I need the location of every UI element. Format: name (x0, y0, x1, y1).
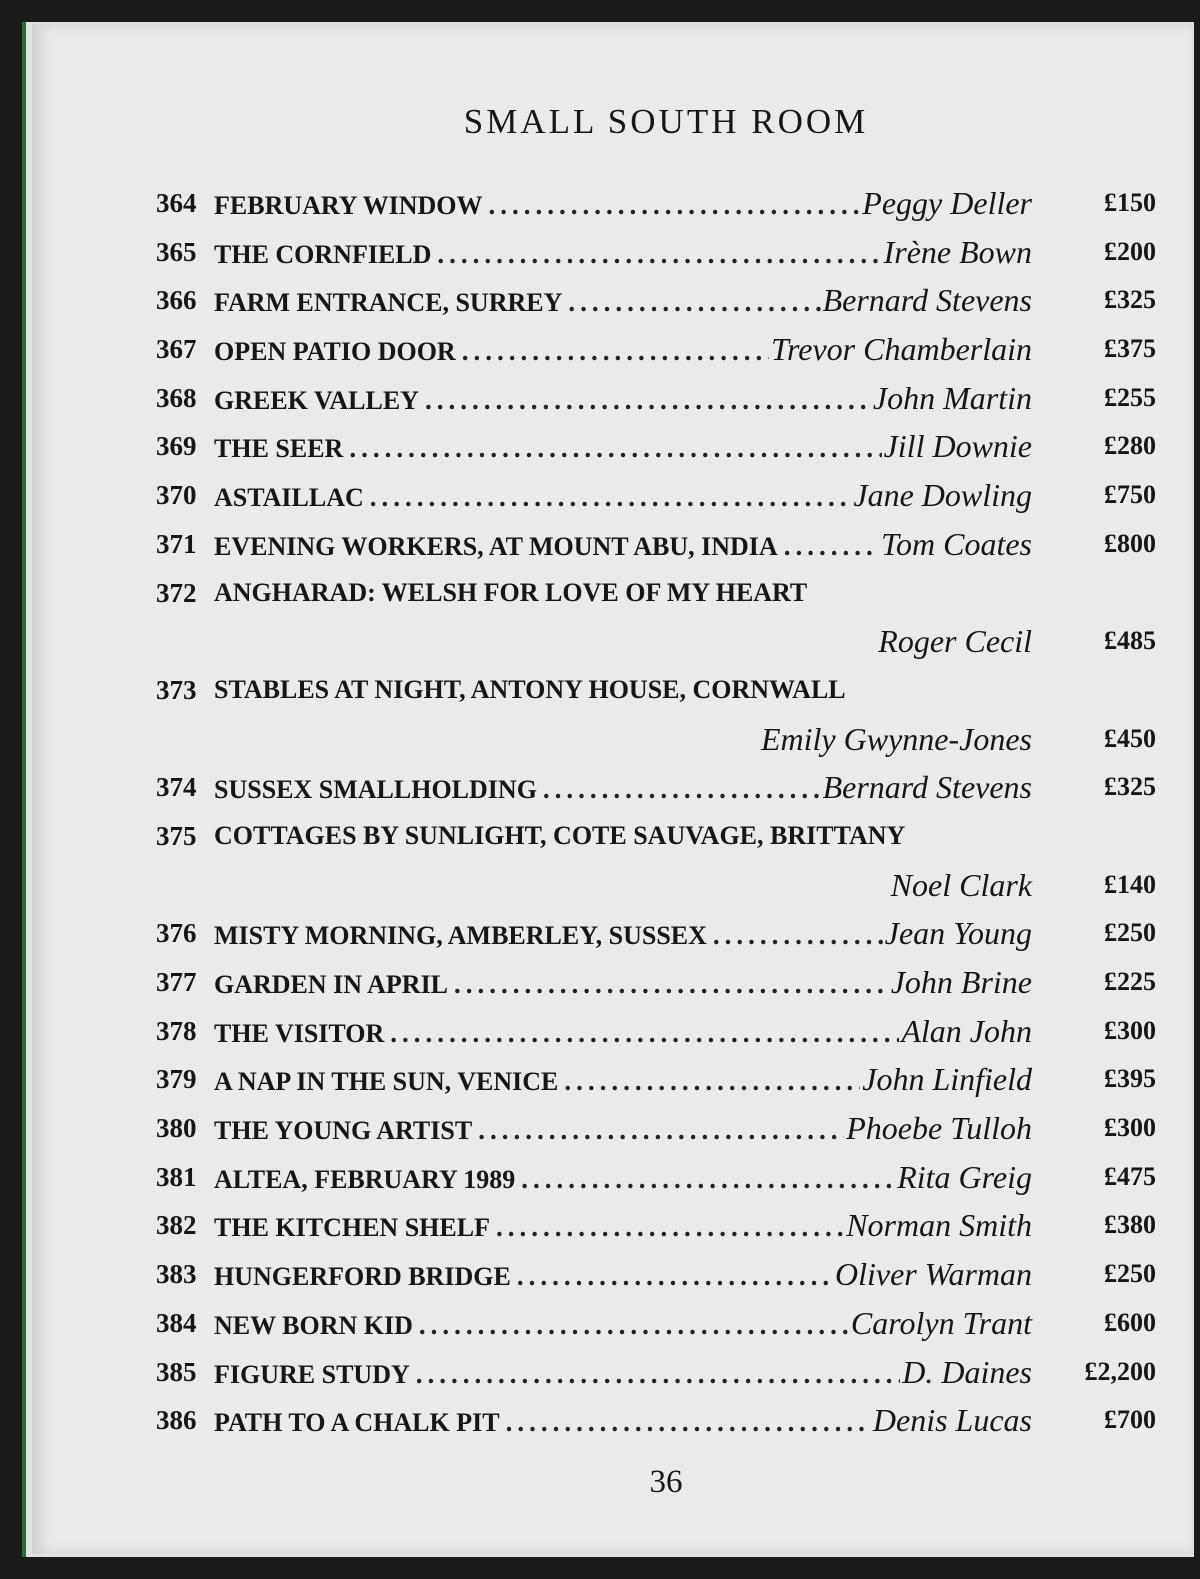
leader-dots (364, 473, 852, 520)
entry-price: £255 (1104, 382, 1156, 412)
entry-artist: Tom Coates (881, 525, 1032, 562)
entry-number: 367 (156, 334, 197, 365)
entry-artist: Bernard Stevens (822, 769, 1032, 806)
entry-price: £250 (1104, 1259, 1156, 1289)
leader-dots (511, 1252, 833, 1299)
entry-title: FIGURE STUDY (214, 1359, 410, 1389)
entry-price: £325 (1104, 772, 1156, 802)
entry-artist: Oliver Warman (834, 1256, 1032, 1293)
leader-dots (515, 1155, 895, 1202)
leader-dots (384, 1009, 899, 1056)
entry-title: THE CORNFIELD (214, 239, 432, 269)
entry-price: £450 (1104, 723, 1156, 753)
entry-artist: Jane Dowling (853, 477, 1032, 514)
entry-price: £475 (1104, 1161, 1156, 1191)
leader-dots (472, 1106, 844, 1153)
entry-number: 384 (156, 1307, 197, 1338)
leader-dots (562, 278, 820, 325)
entry-artist: Carolyn Trant (850, 1304, 1032, 1341)
entry-title: GREEK VALLEY (214, 385, 419, 415)
entry-number: 377 (156, 967, 197, 997)
entry-artist: Noel Clark (890, 866, 1032, 903)
list-item (156, 374, 1156, 423)
catalogue-page (32, 24, 1192, 1554)
entry-title: THE YOUNG ARTIST (214, 1116, 473, 1146)
leader-dots (456, 327, 769, 374)
entry-artist: Phoebe Tulloh (846, 1110, 1032, 1147)
entry-artist: John Linfield (862, 1061, 1032, 1098)
entry-artist: Peggy Deller (862, 185, 1032, 221)
list-item (156, 763, 1156, 812)
list-item (156, 1201, 1156, 1250)
entry-number: 364 (156, 188, 197, 218)
entry-price: £150 (1104, 188, 1156, 217)
entry-title: THE VISITOR (214, 1018, 385, 1048)
entry-price: £750 (1104, 480, 1156, 510)
entry-title: PATH TO A CHALK PIT (214, 1408, 500, 1438)
list-item (156, 520, 1156, 569)
list-item (156, 958, 1156, 1007)
leader-dots (410, 1350, 900, 1397)
entry-price: £600 (1104, 1307, 1156, 1337)
entry-title: THE SEER (214, 434, 344, 464)
list-item (156, 422, 1156, 471)
entry-number: 371 (156, 528, 197, 559)
entry-price: £325 (1104, 285, 1156, 315)
list-item (156, 812, 1156, 861)
entry-price: £2,200 (1084, 1356, 1156, 1386)
entry-price: £395 (1104, 1064, 1156, 1094)
entry-title: A NAP IN THE SUN, VENICE (214, 1067, 559, 1097)
leader-dots (343, 424, 881, 471)
entry-artist: John Brine (890, 964, 1032, 1000)
leader-dots (707, 911, 883, 958)
list-item (156, 1299, 1156, 1348)
list-item (156, 1396, 1156, 1445)
entry-number: 366 (156, 285, 197, 316)
entry-title: OPEN PATIO DOOR (214, 337, 456, 367)
list-item (156, 1250, 1156, 1299)
entry-price: £225 (1104, 967, 1156, 996)
entry-price: £300 (1104, 1113, 1156, 1143)
entry-title: EVENING WORKERS, AT MOUNT ABU, INDIA (214, 531, 778, 561)
entry-number: 379 (156, 1064, 197, 1095)
entry-number: 375 (156, 820, 197, 851)
leader-dots (558, 1057, 860, 1104)
entry-number: 368 (156, 382, 197, 413)
entry-number: 385 (156, 1356, 197, 1387)
list-item (156, 325, 1156, 374)
list-item (156, 471, 1156, 520)
entry-artist: Alan John (901, 1012, 1032, 1049)
list-item (156, 569, 1156, 618)
leader-dots (483, 181, 861, 228)
entry-title: ASTAILLAC (214, 483, 364, 513)
entry-number: 365 (156, 236, 197, 267)
entry-price: £700 (1104, 1405, 1156, 1435)
leader-dots (537, 765, 821, 812)
entry-price: £280 (1104, 431, 1156, 461)
entry-artist: Emily Gwynne-Jones (760, 720, 1032, 757)
entry-price: £375 (1104, 334, 1156, 364)
entry-artist: Trevor Chamberlain (770, 331, 1032, 368)
entry-number: 369 (156, 431, 197, 462)
entry-artist: John Martin (872, 379, 1032, 416)
entry-price: £800 (1104, 528, 1156, 558)
list-item (156, 1104, 1156, 1153)
entry-number: 376 (156, 918, 197, 949)
entry-number: 370 (156, 480, 197, 511)
list-item (156, 666, 1156, 715)
entry-artist: Irène Bown (883, 233, 1032, 270)
entry-title: COTTAGES BY SUNLIGHT, COTE SAUVAGE, BRITTANY (214, 820, 906, 850)
list-item (156, 1153, 1156, 1202)
entry-artist: Bernard Stevens (822, 282, 1032, 319)
entry-price: £140 (1104, 869, 1156, 899)
list-item-continuation (156, 861, 1156, 910)
list-item (156, 1007, 1156, 1056)
entry-title: FEBRUARY WINDOW (214, 191, 483, 220)
entry-number: 380 (156, 1113, 197, 1144)
leader-dots (778, 522, 879, 569)
entry-price: £485 (1104, 626, 1156, 656)
leader-dots (500, 1398, 871, 1445)
entry-title: ALTEA, FEBRUARY 1989 (214, 1164, 516, 1194)
entry-artist: Roger Cecil (878, 623, 1032, 660)
list-item-continuation (156, 617, 1156, 666)
entry-price: £250 (1104, 918, 1156, 948)
entry-number: 378 (156, 1015, 197, 1046)
entry-title: GARDEN IN APRIL (214, 970, 449, 999)
entry-price: £380 (1104, 1210, 1156, 1240)
entry-artist: Rita Greig (897, 1158, 1032, 1195)
list-item (156, 909, 1156, 958)
list-item (156, 276, 1156, 325)
entry-number: 373 (156, 674, 197, 705)
entry-artist: Jean Young (884, 915, 1032, 952)
entry-artist: Jill Downie (883, 428, 1032, 465)
entry-price: £200 (1104, 236, 1156, 266)
list-item-continuation (156, 715, 1156, 764)
entry-title: ANGHARAD: WELSH FOR LOVE OF MY HEART (214, 577, 808, 607)
entry-number: 386 (156, 1405, 197, 1436)
entry-title: NEW BORN KID (214, 1310, 413, 1340)
entry-title: HUNGERFORD BRIDGE (214, 1262, 511, 1292)
leader-dots (490, 1203, 844, 1250)
entry-number: 372 (156, 577, 197, 608)
entry-title: MISTY MORNING, AMBERLEY, SUSSEX (214, 921, 707, 951)
entry-title: STABLES AT NIGHT, ANTONY HOUSE, CORNWALL (214, 674, 846, 704)
list-item (156, 228, 1156, 277)
list-item (156, 1348, 1156, 1397)
entry-number: 382 (156, 1210, 197, 1241)
entry-title: FARM ENTRANCE, SURREY (214, 288, 563, 318)
entry-number: 381 (156, 1161, 197, 1192)
entry-title: THE KITCHEN SHELF (214, 1213, 490, 1243)
entry-artist: Denis Lucas (872, 1402, 1032, 1439)
list-item (156, 179, 1156, 228)
entry-title: SUSSEX SMALLHOLDING (214, 775, 537, 805)
page-number: 36 (649, 1464, 683, 1500)
entry-artist: D. Daines (902, 1353, 1032, 1390)
catalogue-list (156, 179, 1156, 1445)
page-title: SMALL SOUTH ROOM (463, 102, 869, 141)
leader-dots (448, 960, 889, 1007)
entry-artist: Norman Smith (846, 1207, 1032, 1244)
leader-dots (413, 1301, 849, 1348)
entry-number: 374 (156, 772, 197, 803)
entry-price: £300 (1104, 1015, 1156, 1045)
list-item (156, 1055, 1156, 1104)
entry-number: 383 (156, 1259, 197, 1290)
leader-dots (431, 230, 881, 277)
leader-dots (419, 376, 871, 423)
